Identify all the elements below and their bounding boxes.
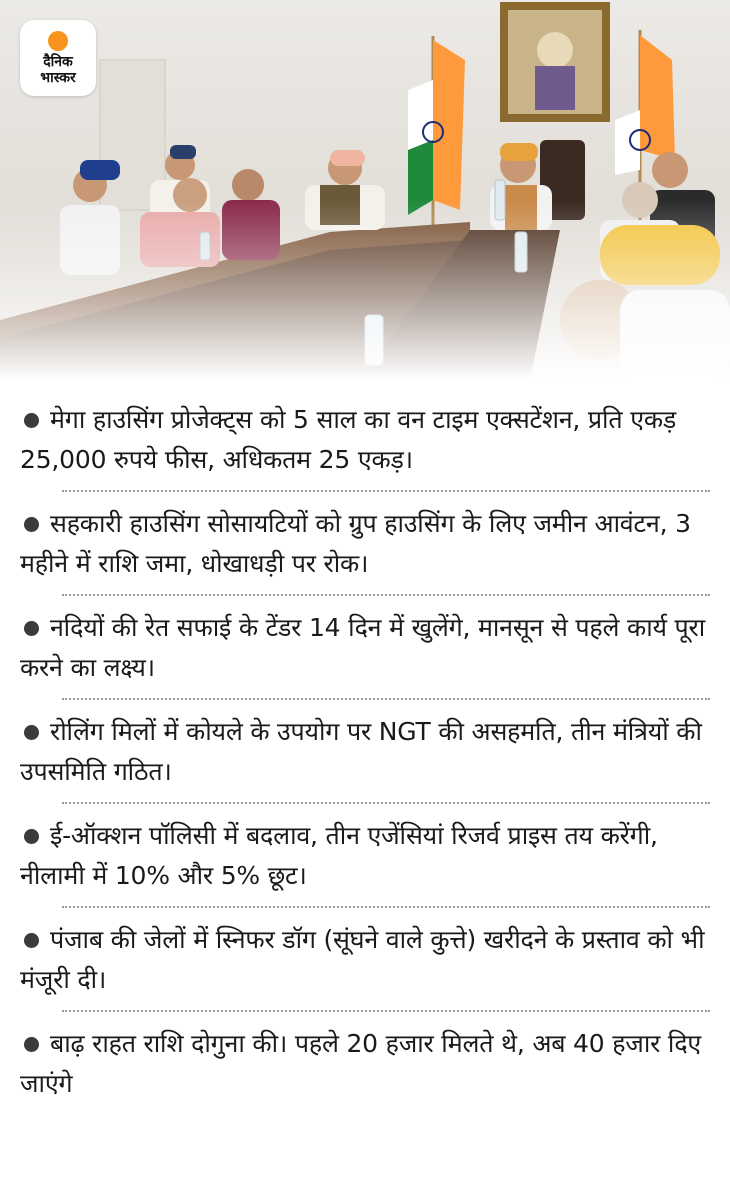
meeting-photo <box>0 0 730 380</box>
dotted-divider <box>62 906 710 908</box>
bullet-icon <box>24 933 39 948</box>
list-item <box>0 504 730 584</box>
list-item <box>0 816 730 896</box>
bullet-icon <box>24 1037 39 1052</box>
list-item <box>0 712 730 792</box>
dotted-divider <box>62 1010 710 1012</box>
dotted-divider <box>62 802 710 804</box>
list-item-text: बाढ़ राहत राशि दोगुना की। पहले 20 हजार मिलते थे, अब 40 हजार दिए जाएंगे <box>20 1029 702 1098</box>
list-item <box>0 608 730 688</box>
list-item-text: ई-ऑक्शन पॉलिसी में बदलाव, तीन एजेंसियां रिजर्व प्राइस तय करेंगी, नीलामी में 10% और 5% छूट। <box>20 821 658 890</box>
bullet-list <box>0 400 730 1104</box>
logo-line-1: दैनिक <box>43 53 73 70</box>
list-item-text: पंजाब की जेलों में स्निफर डॉग (सूंघने वाले कुत्ते) खरीदने के प्रस्ताव को भी मंजूरी दी। <box>20 925 705 994</box>
list-item-text: सहकारी हाउसिंग सोसायटियों को ग्रुप हाउसिंग के लिए जमीन आवंटन, 3 महीने में राशि जमा, धोखाधड़ी पर रोक। <box>20 509 691 578</box>
bullet-icon <box>24 829 39 844</box>
dotted-divider <box>62 698 710 700</box>
bullet-icon <box>24 517 39 532</box>
dotted-divider <box>62 594 710 596</box>
list-item-text: मेगा हाउसिंग प्रोजेक्ट्स को 5 साल का वन टाइम एक्सटेंशन, प्रति एकड़ 25,000 रुपये फीस, अधिकतम 25 एकड़। <box>20 405 677 474</box>
logo-line-2: भास्कर <box>40 69 76 86</box>
bullet-icon <box>24 413 39 428</box>
dainik-bhaskar-logo <box>20 20 96 96</box>
list-item-text: रोलिंग मिलों में कोयले के उपयोग पर NGT की असहमति, तीन मंत्रियों की उपसमिति गठित। <box>20 717 702 786</box>
list-item <box>0 920 730 1000</box>
list-item <box>0 1024 730 1104</box>
bullet-icon <box>24 725 39 740</box>
bullet-icon <box>24 621 39 636</box>
list-item <box>0 400 730 480</box>
list-item-text: नदियों की रेत सफाई के टेंडर 14 दिन में खुलेंगे, मानसून से पहले कार्य पूरा करने का लक्ष्य। <box>20 613 706 682</box>
dotted-divider <box>62 490 710 492</box>
sun-icon <box>48 31 68 51</box>
